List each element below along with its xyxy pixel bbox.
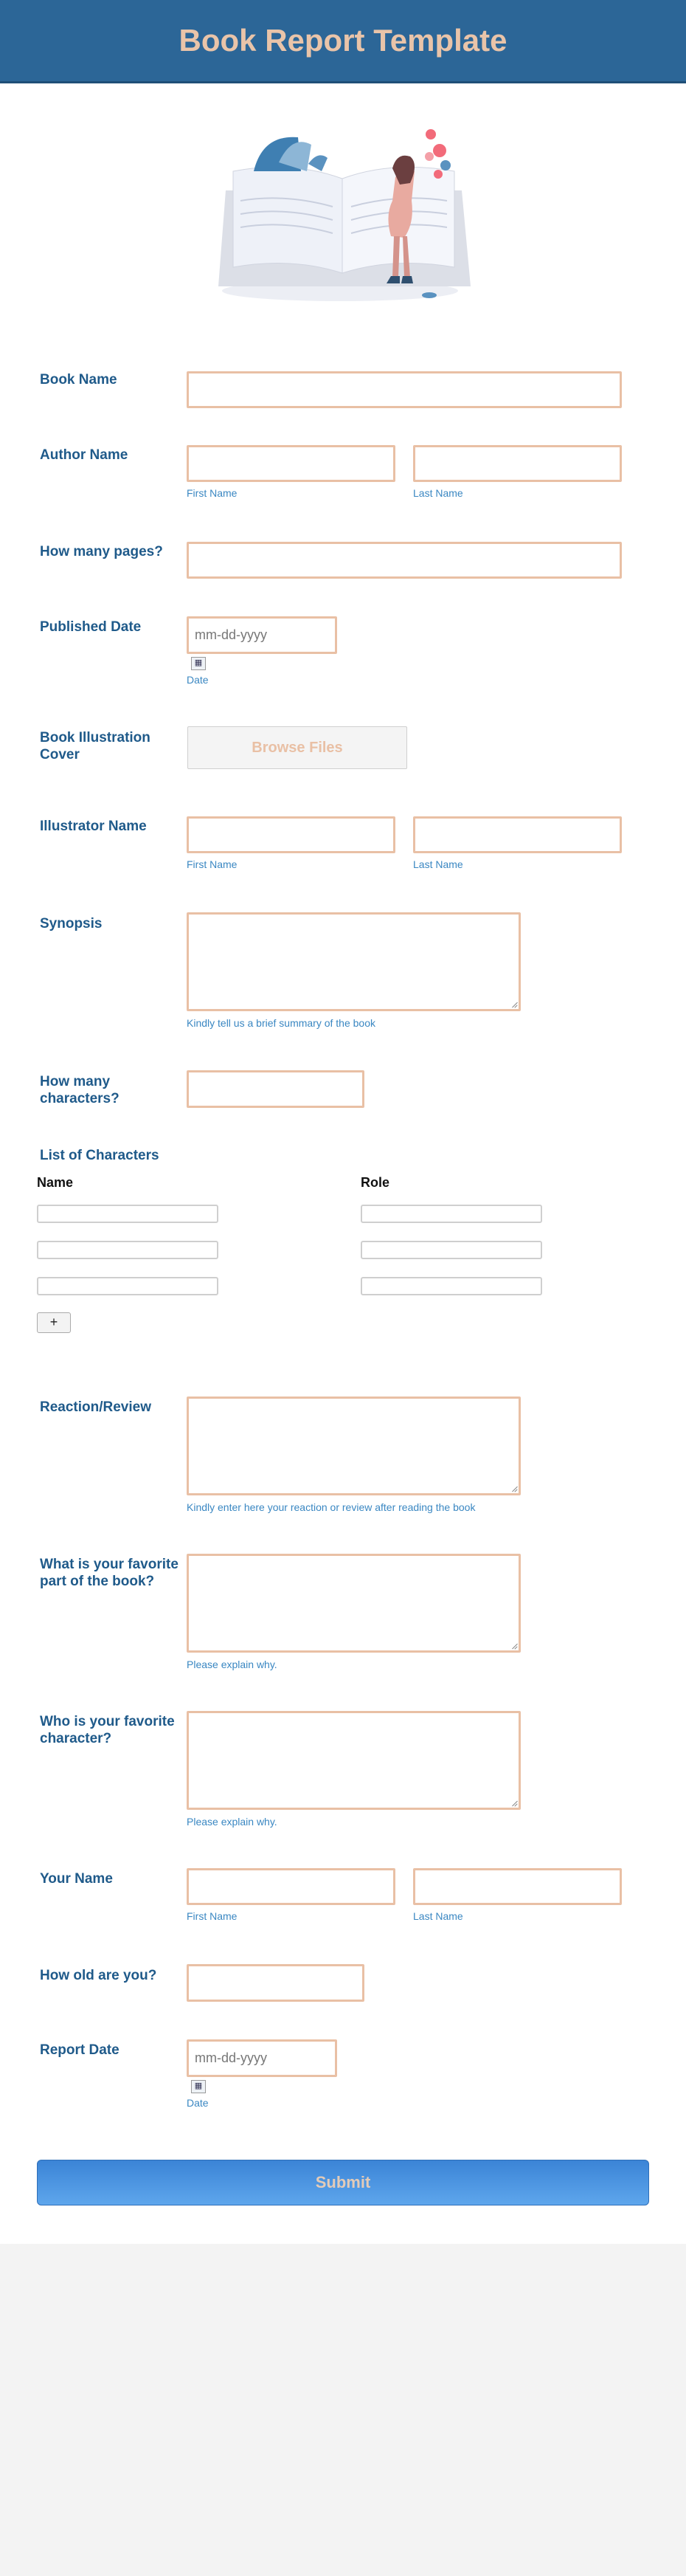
synopsis-label: Synopsis [40,916,103,931]
character-role-input[interactable] [361,1277,542,1295]
your-first-name-input[interactable] [187,1868,395,1905]
your-last-name-sublabel: Last Name [413,1910,463,1922]
book-name-input[interactable] [187,371,622,408]
report-date-placeholder: mm-dd-yyyy [195,2050,267,2065]
favorite-part-sublabel: Please explain why. [187,1659,277,1670]
resize-handle-icon[interactable] [511,1800,517,1806]
browse-files-button[interactable]: Browse Files [187,726,407,769]
form-title: Book Report Template [179,23,507,58]
published-date-label: Published Date [40,619,142,635]
resize-handle-icon[interactable] [511,1002,517,1008]
characters-count-input[interactable] [187,1070,364,1108]
submit-button[interactable]: Submit [37,2160,649,2205]
published-date-input[interactable] [187,616,337,654]
illustrator-first-name-input[interactable] [187,816,395,853]
report-date-sublabel: Date [187,2097,209,2109]
author-name-label: Author Name [40,447,128,463]
your-last-name-input[interactable] [413,1868,622,1905]
your-name-label: Your Name [40,1871,113,1887]
characters-count-label: How many characters? [40,1074,119,1106]
author-last-name-input[interactable] [413,445,622,482]
calendar-icon[interactable]: ▦ [191,657,206,670]
reaction-sublabel: Kindly enter here your reaction or review after reading the book [187,1501,476,1513]
character-name-input[interactable] [37,1205,218,1223]
book-illustration [211,120,477,313]
cover-label: Book Illustration Cover [40,730,150,762]
calendar-icon[interactable]: ▦ [191,2080,206,2093]
reaction-label: Reaction/Review [40,1399,151,1415]
favorite-character-label: Who is your favorite character? [40,1714,175,1746]
author-first-name-sublabel: First Name [187,487,238,499]
your-first-name-sublabel: First Name [187,1910,238,1922]
resize-handle-icon[interactable] [511,1486,517,1492]
character-name-input[interactable] [37,1277,218,1295]
pages-input[interactable] [187,542,622,579]
author-last-name-sublabel: Last Name [413,487,463,499]
character-role-input[interactable] [361,1241,542,1259]
favorite-character-textarea[interactable] [187,1711,521,1810]
character-name-input[interactable] [37,1241,218,1259]
report-date-input[interactable] [187,2039,337,2077]
age-input[interactable] [187,1964,364,2002]
published-date-sublabel: Date [187,674,209,686]
book-name-label: Book Name [40,372,117,388]
illustrator-first-name-sublabel: First Name [187,858,238,870]
synopsis-sublabel: Kindly tell us a brief summary of the book [187,1017,376,1029]
illustrator-last-name-input[interactable] [413,816,622,853]
characters-list-title: List of Characters [40,1148,159,1163]
age-label: How old are you? [40,1968,157,1983]
pages-label: How many pages? [40,544,163,559]
add-character-row-button[interactable]: + [37,1312,71,1333]
favorite-part-label: What is your favorite part of the book? [40,1557,179,1589]
reaction-textarea[interactable] [187,1397,521,1495]
resize-handle-icon[interactable] [511,1643,517,1649]
illustrator-label: Illustrator Name [40,819,147,834]
characters-column-name: Name [37,1175,74,1190]
favorite-part-textarea[interactable] [187,1554,521,1653]
author-first-name-input[interactable] [187,445,395,482]
published-date-placeholder: mm-dd-yyyy [195,627,267,642]
characters-column-role: Role [361,1175,390,1190]
character-role-input[interactable] [361,1205,542,1223]
report-date-label: Report Date [40,2042,119,2058]
illustrator-last-name-sublabel: Last Name [413,858,463,870]
form-header [0,0,686,83]
favorite-character-sublabel: Please explain why. [187,1816,277,1828]
synopsis-textarea[interactable] [187,912,521,1011]
